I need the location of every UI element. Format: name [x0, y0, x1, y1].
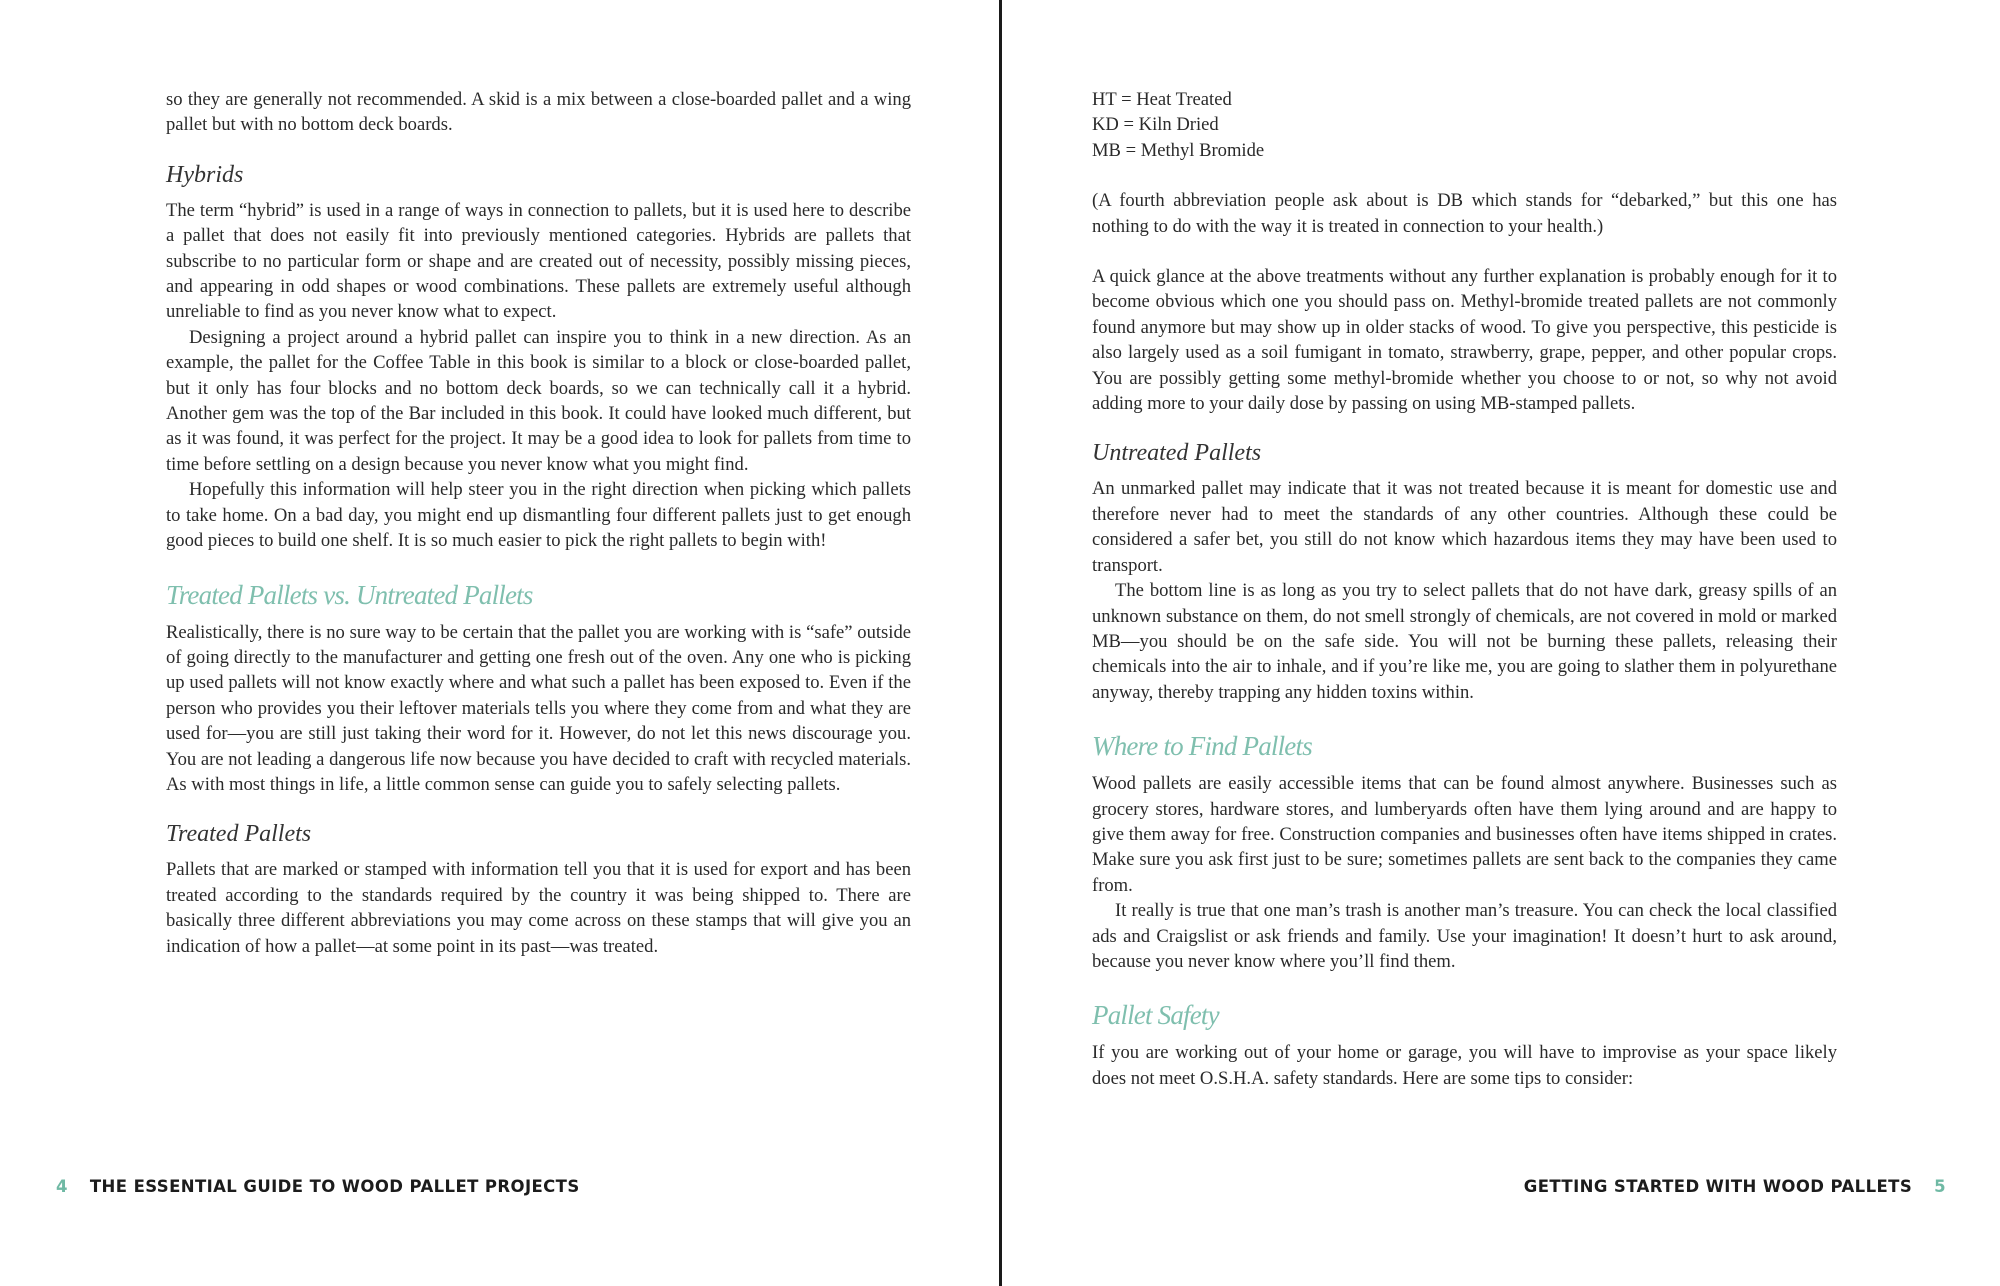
left-book-title: THE ESSENTIAL GUIDE TO WOOD PALLET PROJECTS [89, 1177, 580, 1196]
right-text-column [1092, 87, 1837, 1091]
right-running-footer [1524, 1177, 1946, 1196]
treated-pallets-heading: Treated Pallets [166, 821, 312, 848]
left-running-footer [56, 1177, 580, 1196]
right-chapter-title: GETTING STARTED WITH WOOD PALLETS [1523, 1177, 1913, 1196]
hybrids-paragraph-1: The term “hybrid” is used in a range of ways in connection to pallets, but it is used here to describe a pallet that does not easily fit into previously mentioned categories. Hybrids are pallets that subscribe to no particular form or shape and are created out of necessity, possibly missing pieces, and appearing in odd shapes or wood combinations. These pallets are extremely useful although unreliable to find as you never know what to expect. [166, 199, 911, 323]
fourth-abbreviation-paragraph: (A fourth abbreviation people ask about is DB which stands for “debarked,” but this one has nothing to do with the way it is treated in connection to your health.) [1092, 190, 1837, 237]
where-to-find-heading: Where to Find Pallets [1092, 731, 1312, 762]
treated-vs-untreated-heading: Treated Pallets vs. Untreated Pallets [166, 579, 533, 610]
untreated-paragraph-2: The bottom line is as long as you try to select pallets that do not have dark, greasy spills of an unknown substance on them, do not smell strongly of chemicals, are not covered in mold or marked MB—you should be on the safe side. You will not be burning these pallets, releasing their chemicals into the air to inhale, and if you’re like me, you are going to slather them in polyurethane anyway, thereby trapping any hidden toxins within. [1092, 580, 1837, 703]
abbreviation-mb: MB = Methyl Bromide [1092, 139, 1265, 161]
pallet-safety-paragraph: If you are working out of your home or garage, you will have to improvise as your space likely does not meet O.S.H.A. safety standards. Here are some tips to consider: [1092, 1042, 1837, 1089]
quick-glance-paragraph: A quick glance at the above treatments without any further explanation is probably enough for it to become obvious which one you should pass on. Methyl-bromide treated pallets are not commonly found anymore but may show up in older stacks of wood. To give you perspective, this pesticide is also largely used as a soil fumigant in tomato, strawberry, grape, pepper, and other popular crops. You are possibly getting some methyl-bromide whether you choose to or not, so why not avoid adding more to your daily dose by passing on using MB-stamped pallets. [1092, 266, 1837, 415]
where-to-find-paragraph-2: It really is true that one man’s trash is another man’s treasure. You can check the local classified ads and Craigslist or ask friends and family. Use your imagination! It doesn’t hurt to ask around, because you never know where you’ll find them. [1092, 900, 1837, 972]
abbreviation-kd: KD = Kiln Dried [1092, 114, 1219, 136]
left-page [0, 0, 999, 1286]
abbreviation-ht: HT = Heat Treated [1092, 89, 1232, 110]
pallet-safety-heading: Pallet Safety [1092, 1000, 1219, 1031]
left-text-column [166, 87, 911, 959]
left-page-number: 4 [56, 1177, 68, 1196]
abbreviation-list [1092, 87, 1837, 163]
treated-pallets-paragraph: Pallets that are marked or stamped with information tell you that it is used for export and has been treated according to the standards required by the country it was being shipped to. There are basically three different abbreviations you may come across on these stamps that will give you an indication of how a pallet—at some point in its past—was treated. [166, 859, 911, 957]
where-to-find-paragraph-1: Wood pallets are easily accessible items that can be found almost anywhere. Businesses such as grocery stores, hardware stores, and lumberyards often have them lying around and are happy to give them away for free. Construction companies and businesses often have items shipped in crates. Make sure you ask first just to be sure; sometimes pallets are sent back to the companies they came from. [1092, 773, 1837, 896]
untreated-paragraph-1: An unmarked pallet may indicate that it was not treated because it is meant for domestic use and therefore never had to meet the standards of any other countries. Although these could be considered a safer bet, you still do not know which hazardous items they may have been used to transport. [1092, 478, 1837, 576]
hybrids-heading: Hybrids [166, 161, 244, 188]
right-page-number: 5 [1934, 1177, 1946, 1196]
left-intro-paragraph: so they are generally not recommended. A skid is a mix between a close-boarded pallet and a wing pallet but with no bottom deck boards. [166, 89, 911, 136]
treated-vs-untreated-paragraph: Realistically, there is no sure way to be certain that the pallet you are working with is “safe” outside of going directly to the manufacturer and getting one fresh out of the oven. Any one who is picking up used pallets will not know exactly where and what such a pallet has been exposed to. Even if the person who provides you their leftover materials tells you where they come from and what they are used for—you are still just taking their word for it. However, do not let this news discourage you. You are not leading a dangerous life now because you have decided to craft with recycled materials. As with most things in life, a little common sense can guide you to safely selecting pallets. [166, 621, 911, 795]
untreated-pallets-heading: Untreated Pallets [1092, 440, 1262, 467]
hybrids-paragraph-2: Designing a project around a hybrid pallet can inspire you to think in a new direction. As an example, the pallet for the Coffee Table in this book is similar to a block or close-boarded pallet, but it only has four blocks and no bottom deck boards, so we can technically call it a hybrid. Another gem was the top of the Bar included in this book. It could have looked much different, but as it was found, it was perfect for the project. It may be a good idea to look for pallets from time to time before settling on a design because you never know what you might find. [166, 326, 911, 475]
right-page [1002, 0, 2000, 1286]
hybrids-paragraph-3: Hopefully this information will help steer you in the right direction when picking which pallets to take home. On a bad day, you might end up dismantling four different pallets just to get enough good pieces to build one shelf. It is so much easier to pick the right pallets to begin with! [166, 479, 911, 552]
